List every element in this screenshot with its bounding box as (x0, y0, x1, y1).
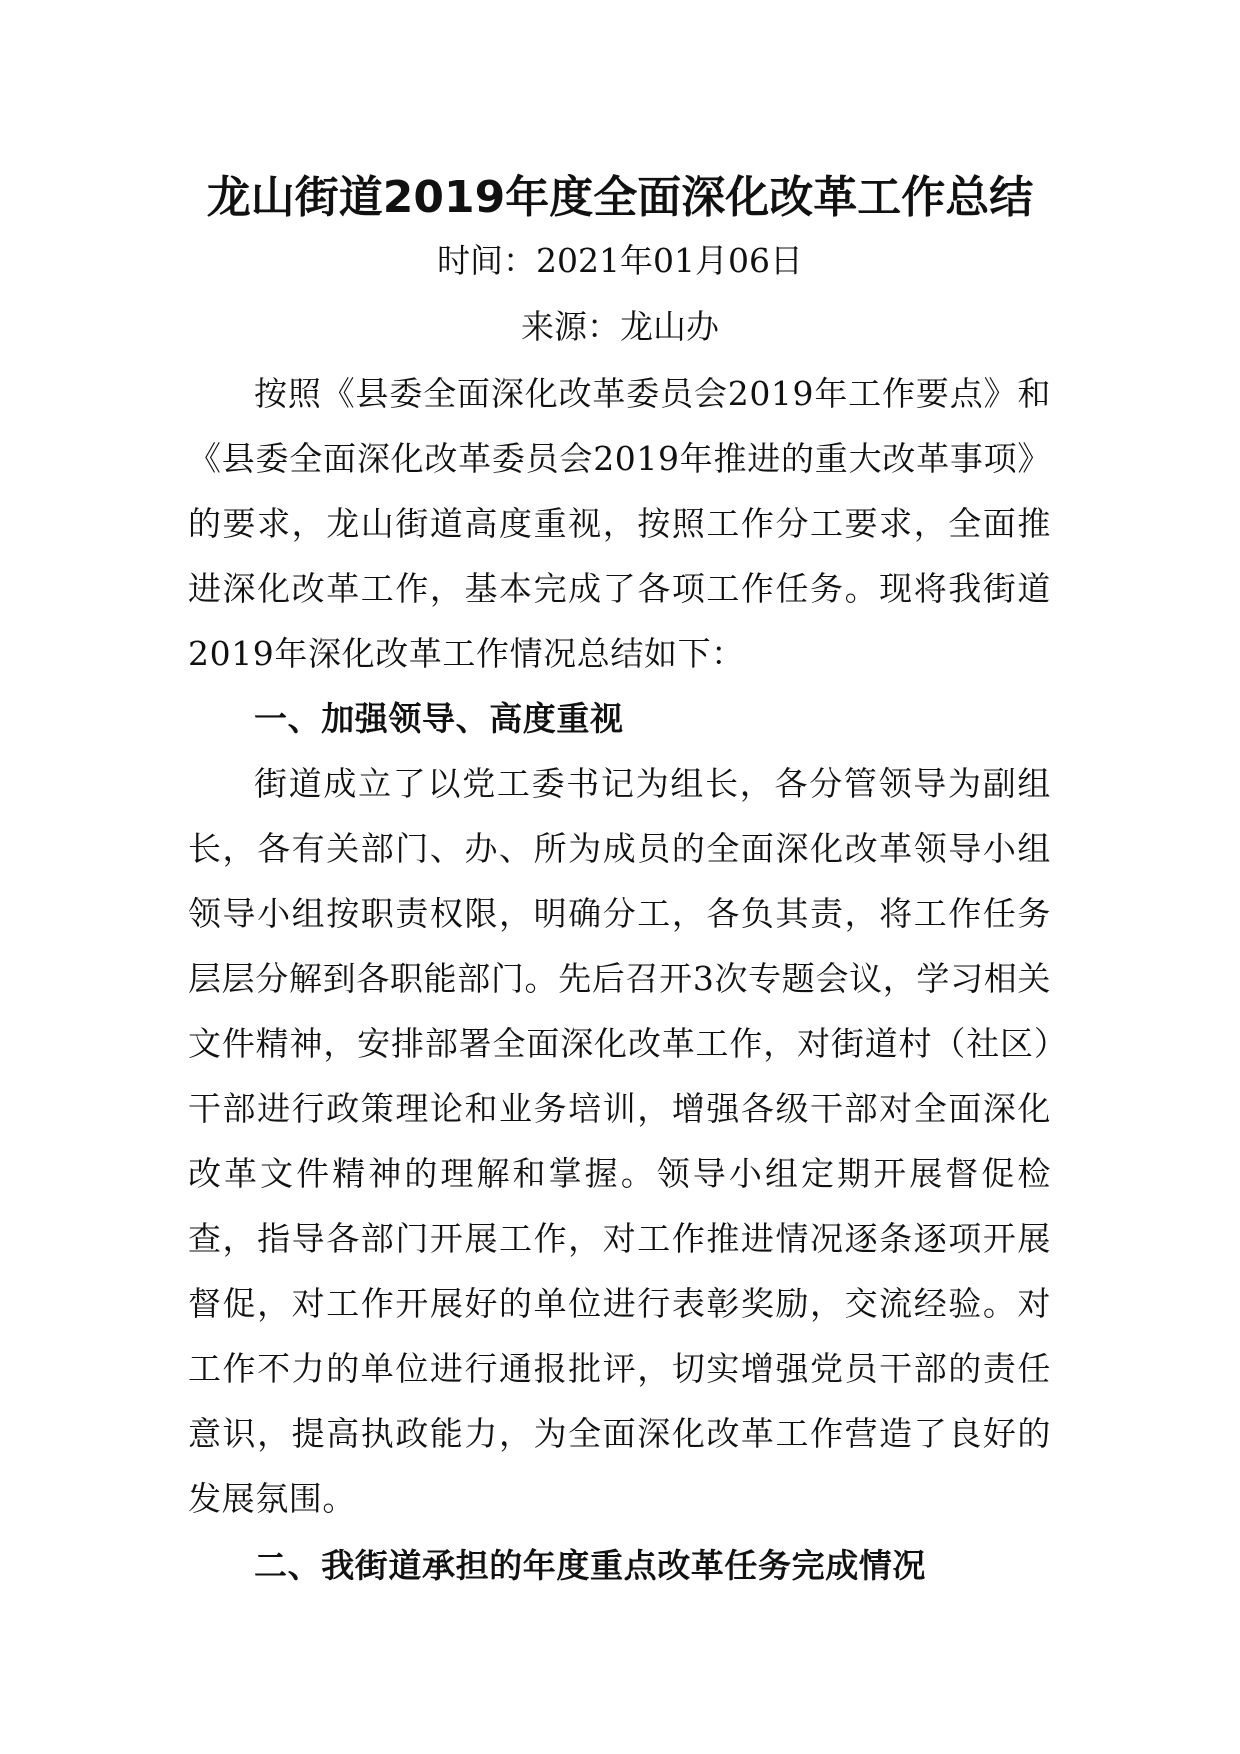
publish-time: 时间：2021年01月06日 (437, 241, 803, 280)
document-title: 龙山街道2019年度全面深化改革工作总结 (206, 172, 1034, 223)
section-1-paragraph: 街道成立了以党工委书记为组长，各分管领导为副组长，各有关部门、办、所为成员的全面深化改革领导小组领导小组按职责权限，明确分工，各负其责，将工作任务层层分解到各职能部门。先后召开3次专题会议，学习相关文件精神，安排部署全面深化改革工作，对街道村（社区）干部进行政策理论和业务培训，增强各级干部对全面深化改革文件精神的理解和掌握。领导小组定期开展督促检查，指导各部门开展工作，对工作推进情况逐条逐项开展督促，对工作开展好的单位进行表彰奖励，交流经验。对工作不力的单位进行通报批评，切实增强党员干部的责任意识，提高执政能力，为全面深化改革工作营造了良好的发展氛围。 (188, 764, 1051, 1518)
intro-paragraph: 按照《县委全面深化改革委员会2019年工作要点》和《县委全面深化改革委员会2019年推进的重大改革事项》的要求，龙山街道高度重视，按照工作分工要求，全面推进深化改革工作，基本完成了各项工作任务。现将我街道2019年深化改革工作情况总结如下： (188, 374, 1051, 673)
section-heading-1: 一、加强领导、高度重视 (254, 699, 624, 738)
document-source: 来源：龙山办 (521, 307, 719, 346)
section-heading-2: 二、我街道承担的年度重点改革任务完成情况 (254, 1546, 926, 1585)
document-body (188, 361, 1051, 1598)
